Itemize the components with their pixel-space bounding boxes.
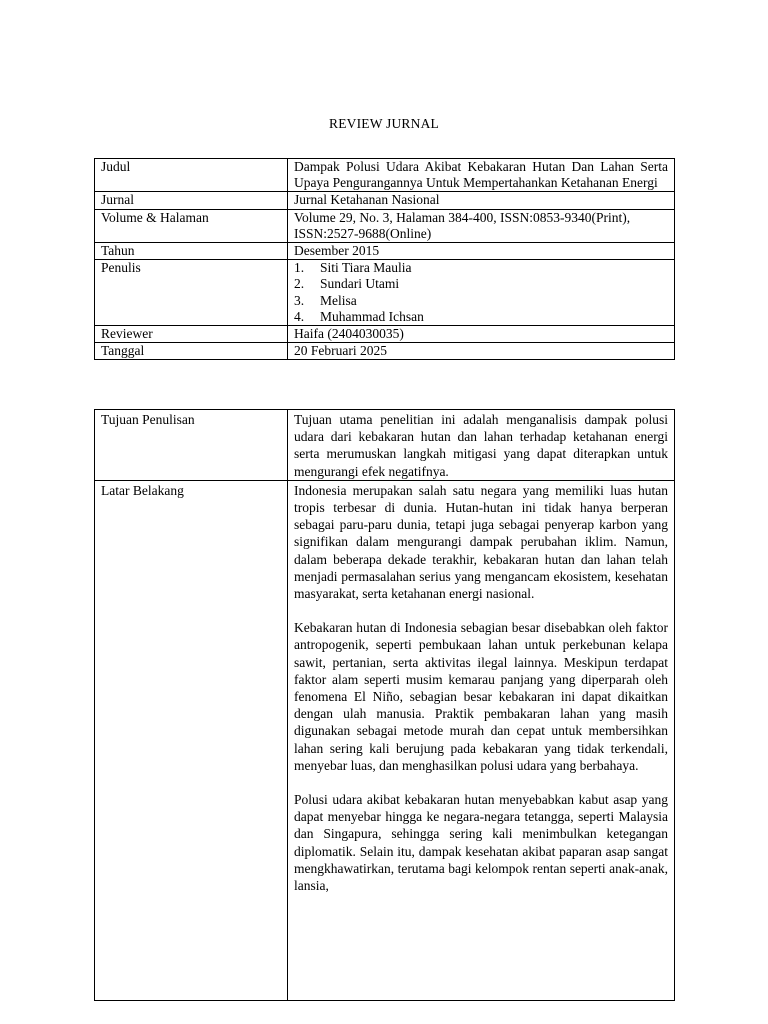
- penulis-label: Penulis: [95, 260, 288, 326]
- table-row-reviewer: [95, 326, 675, 343]
- paragraph: Kebakaran hutan di Indonesia sebagian besar disebabkan oleh faktor antropogenik, seperti pembukaan lahan untuk perkebunan kelapa sawit, pertanian, serta aktivitas ilegal lainnya. Meskipun terdapat faktor alam seperti musim kemarau panjang yang diperparah oleh fenomena El Niño, sebagian besar kebakaran ini dapat dikaitkan dengan ulah manusia. Praktik pembakaran lahan yang masih digunakan sebagai metode murah dan cepat untuk membersihkan lahan sering kali berujung pada kebakaran yang tidak terkendali, menyebar luas, dan menghasilkan polusi udara yang berbahaya.: [294, 620, 668, 773]
- table-row-penulis: [95, 260, 675, 326]
- penulis-value: [288, 260, 675, 326]
- reviewer-value: Haifa (2404030035): [288, 326, 675, 343]
- author-number: 4.: [294, 308, 305, 324]
- author-list: [294, 260, 668, 325]
- table-row-jurnal: [95, 192, 675, 209]
- table-row-judul: [95, 159, 675, 192]
- latar-belakang-body: [294, 482, 668, 1000]
- reviewer-label: Reviewer: [95, 326, 288, 343]
- table-row-tahun: [95, 243, 675, 260]
- paragraph: Indonesia merupakan salah satu negara yang memiliki luas hutan tropis terbesar di dunia. Hutan-hutan ini tidak hanya berperan sebagai paru-paru dunia, tetapi juga sebagai penyerap karbon yang signifikan dalam mengurangi dampak perubahan iklim. Namun, dalam beberapa dekade terakhir, kebakaran hutan dan lahan telah menjadi permasalahan serius yang mengancam ekosistem, kesehatan masyarakat, serta ketahanan energi nasional.: [294, 482, 668, 602]
- list-item: [294, 276, 668, 292]
- author-name: Melisa: [320, 292, 357, 308]
- journal-info-table: [94, 158, 675, 360]
- author-name: Muhammad Ichsan: [320, 308, 424, 324]
- judul-value: Dampak Polusi Udara Akibat Kebakaran Hutan Dan Lahan Serta Upaya Pengurangannya Untuk Mempertahankan Ketahanan Energi: [288, 159, 675, 192]
- tanggal-label: Tanggal: [95, 343, 288, 360]
- tahun-label: Tahun: [95, 243, 288, 260]
- review-content-table: [94, 409, 675, 1001]
- tujuan-label: Tujuan Penulisan: [95, 410, 288, 481]
- volume-value: Volume 29, No. 3, Halaman 384-400, ISSN:0853-9340(Print), ISSN:2527-9688(Online): [288, 209, 675, 242]
- jurnal-label: Jurnal: [95, 192, 288, 209]
- tanggal-value: 20 Februari 2025: [288, 343, 675, 360]
- author-name: Siti Tiara Maulia: [320, 260, 412, 276]
- latar-belakang-value: [288, 480, 675, 1000]
- author-number: 2.: [294, 276, 305, 292]
- table-row-volume: [95, 209, 675, 242]
- author-number: 1.: [294, 260, 305, 276]
- jurnal-value: Jurnal Ketahanan Nasional: [288, 192, 675, 209]
- author-name: Sundari Utami: [320, 276, 400, 292]
- list-item: [294, 293, 668, 309]
- table-row-tanggal: [95, 343, 675, 360]
- tujuan-value: Tujuan utama penelitian ini adalah menganalisis dampak polusi udara dari kebakaran hutan dan lahan terhadap ketahanan energi serta merumuskan langkah mitigasi yang dapat diterapkan untuk mengurangi efek negatifnya.: [288, 410, 675, 481]
- table-row-tujuan: [95, 410, 675, 481]
- author-number: 3.: [294, 292, 305, 308]
- tahun-value: Desember 2015: [288, 243, 675, 260]
- table-row-latar-belakang: [95, 480, 675, 1000]
- page-title: REVIEW JURNAL: [329, 116, 439, 131]
- paragraph: Polusi udara akibat kebakaran hutan menyebabkan kabut asap yang dapat menyebar hingga ke negara-negara tetangga, seperti Malaysia dan Singapura, sehingga sering kali menimbulkan ketegangan diplomatik. Selain itu, dampak kesehatan akibat paparan asap sangat mengkhawatirkan, terutama bagi kelompok rentan seperti anak-anak, lansia,: [294, 792, 668, 894]
- list-item: [294, 309, 668, 325]
- list-item: [294, 260, 668, 276]
- judul-label: Judul: [95, 159, 288, 192]
- volume-label: Volume & Halaman: [95, 209, 288, 242]
- latar-belakang-label: Latar Belakang: [95, 480, 288, 1000]
